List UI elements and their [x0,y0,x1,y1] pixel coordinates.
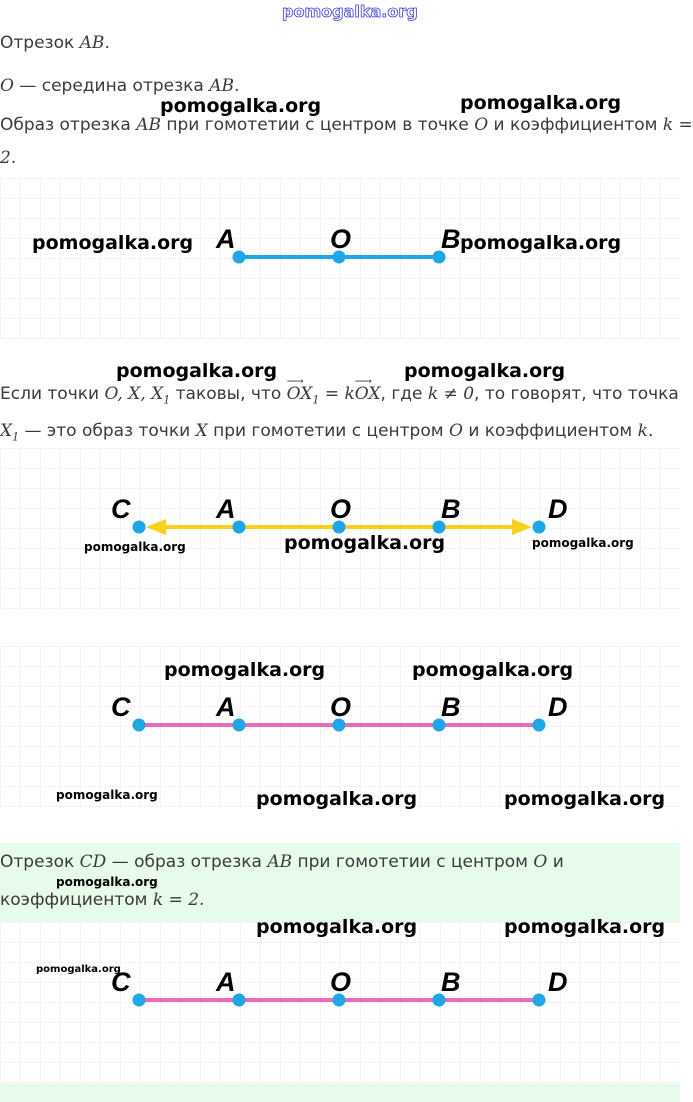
math-o: O [0,76,14,96]
math-ab: AB [136,115,161,135]
label-o: O [330,692,352,722]
watermark: pomogalka.org [84,540,186,554]
text-line-image [0,115,693,135]
math-ox: OX [354,384,381,404]
text-line-conclusion-2 [0,890,204,910]
label-b: B [441,967,461,997]
math-ox: OX [286,384,313,404]
math-ab: AB [79,33,105,53]
text-and: и [547,852,564,872]
vector-ox1: ⟶ $OX_1$ [286,374,320,407]
text-midpoint: — середина отрезка [13,76,210,96]
watermark: pomogalka.org [460,92,622,114]
text-where: , где [380,384,428,404]
math-k-eq: k = [662,115,693,135]
label-o: O [330,494,352,524]
point-d-dot [533,719,546,732]
math-o: O [448,421,463,441]
watermark: pomogalka.org [284,532,446,554]
watermark: pomogalka.org [460,232,622,254]
text-homothety-center: при гомотетии с центром [207,421,449,441]
label-b: B [441,494,461,524]
text-homothety: при гомотетии с центром в точке [160,115,475,135]
watermark: pomogalka.org [412,659,574,681]
text-segment: Отрезок [0,852,80,872]
diagram-arrows [0,448,680,610]
text-image-of-segment: — образ отрезка [106,852,268,872]
math-k: k [637,421,648,441]
watermark: pomogalka.org [56,875,158,889]
text-such-that: таковы, что [170,384,287,404]
diagram-segment-cd-1 [0,646,680,808]
math-k-neq-0: k ≠ 0 [427,384,475,404]
watermark: pomogalka.org [404,360,566,382]
watermark: pomogalka.org [532,536,634,550]
label-d: D [548,494,568,524]
point-c-dot [133,719,146,732]
label-a: A [216,494,236,524]
watermark: pomogalka.org [160,95,322,117]
text-coefficient: и коэффициентом [488,115,663,135]
watermark: pomogalka.org [256,916,418,938]
point-d-dot [533,994,546,1007]
text-period: . [647,421,654,441]
math-cd: CD [79,852,107,872]
text-if-points: Если точки [0,384,105,404]
watermark: pomogalka.org [164,659,326,681]
text-and-coefficient: и коэффициентом [462,421,638,441]
point-c-dot [133,994,146,1007]
watermark: pomogalka.org [36,964,121,975]
watermark: pomogalka.org [56,788,158,802]
watermark: pomogalka.org [256,788,418,810]
math-ab: AB [209,76,235,96]
label-a: A [216,224,236,254]
label-a: A [216,967,236,997]
watermark: pomogalka.org [116,360,278,382]
label-o: O [330,967,352,997]
bottom-highlight-strip [0,1084,680,1102]
label-b: B [441,224,461,254]
math-k-eq-2: k = 2. [152,890,205,910]
math-x: X [0,421,13,441]
text-segment: Отрезок [0,33,80,53]
label-d: D [548,967,568,997]
math-o-x-x: O, X, X [104,384,164,404]
math-two: 2. [0,148,17,168]
label-a: A [216,692,236,722]
label-o: O [330,224,352,254]
text-line-midpoint [0,76,239,96]
text-period: . [234,76,240,96]
text-line-conclusion-1 [0,852,564,872]
point-d-dot [533,521,546,534]
math-x: X [195,421,208,441]
text-line-two [0,148,16,168]
text-image-of-point: — это образ точки [19,421,196,441]
watermark-top: pomogalka.org [282,2,418,21]
math-sub: 1 [163,393,171,407]
math-eq-k: = k [319,384,355,404]
label-c: C [111,692,131,722]
math-sub: 1 [312,393,320,407]
math-sub: 1 [12,430,20,444]
text-they-say: , то говорят, что точка [474,384,679,404]
label-b: B [441,692,461,722]
text-line-definition-1 [0,374,679,407]
math-o: O [533,852,548,872]
diagram-segment-cd-2 [0,922,680,1084]
math-ab: AB [267,852,293,872]
text-homothety-center: при гомотетии с центром [292,852,534,872]
watermark: pomogalka.org [504,916,666,938]
label-d: D [548,692,568,722]
vector-ox: ⟶ OX [354,374,381,404]
text-period: . [104,33,110,53]
text-line-segment-ab [0,33,110,53]
label-c: C [111,967,131,997]
label-c: C [111,494,131,524]
text-image-of: Образ отрезка [0,115,137,135]
diagram-segment-ab [0,178,680,340]
text-coefficient: коэффициентом [0,890,153,910]
math-o: O [474,115,489,135]
watermark: pomogalka.org [504,788,666,810]
watermark: pomogalka.org [32,232,194,254]
point-c-dot [133,521,146,534]
text-line-definition-2 [0,421,653,443]
